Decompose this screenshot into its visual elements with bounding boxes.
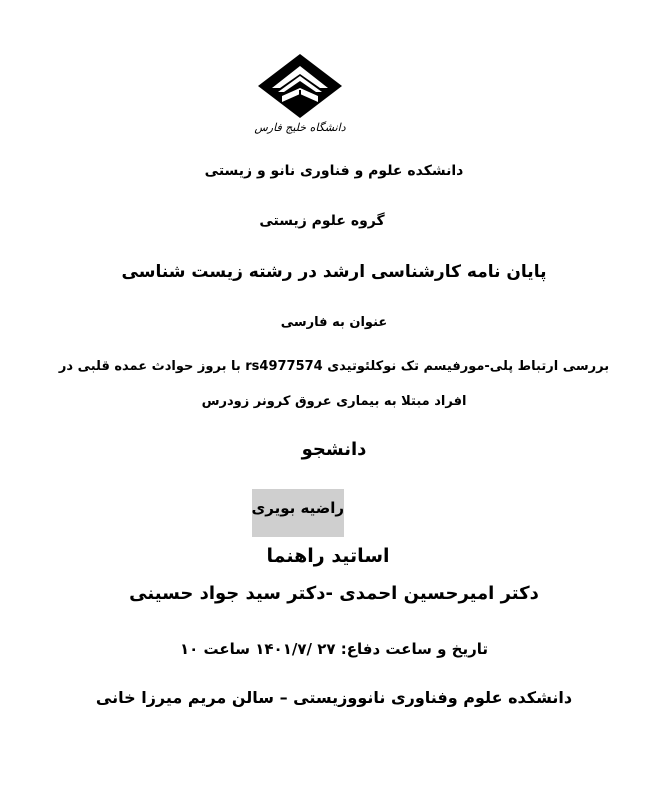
defense-location: دانشکده علوم وفناوری نانووزیستی – سالن مریم میرزا خانی [95, 688, 573, 707]
supervisors-label: اساتید راهنما [266, 545, 390, 567]
student-name-box [252, 489, 344, 537]
supervisors-names: دکتر امیرحسین احمدی -دکتر سید جواد حسینی [129, 583, 539, 604]
student-label: دانشجو [301, 439, 367, 460]
thesis-type: پایان نامه کارشناسی ارشد در رشته زیست شناسی [121, 262, 547, 282]
title-label: عنوان به فارسی [280, 315, 388, 330]
department-name: گروه علوم زیستی [259, 213, 385, 229]
logo-emblem-icon [248, 52, 352, 120]
student-name: راضیه بویری [251, 499, 344, 517]
university-logo [248, 52, 352, 144]
faculty-name: دانشکده علوم و فناوری نانو و زیستی [204, 163, 464, 179]
thesis-title-line-1: بررسی ارتباط پلی-مورفیسم تک نوکلئوتیدی rs4977574 با بروز حوادث عمده قلبی در [58, 359, 610, 374]
logo-caption: دانشگاه خلیج فارس [254, 121, 346, 134]
defense-datetime: تاریخ و ساعت دفاع: ۲۷ /۱۴۰۱/۷ ساعت ۱۰ [179, 640, 488, 658]
thesis-title-line-2: افراد مبتلا به بیماری عروق کرونر زودرس [201, 394, 467, 409]
